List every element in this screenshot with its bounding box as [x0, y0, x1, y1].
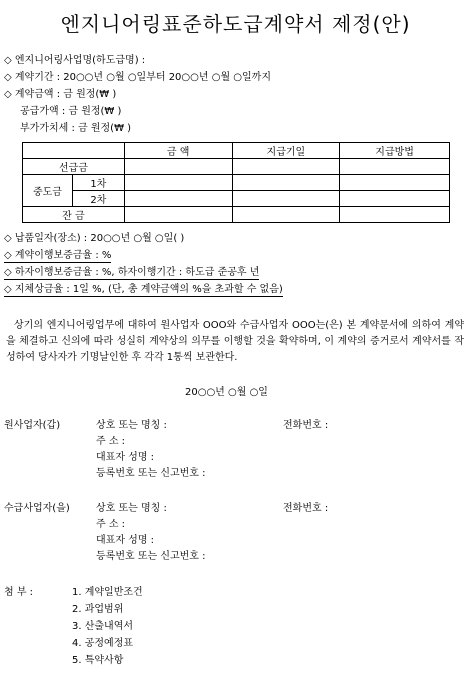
table-row [23, 175, 450, 191]
contract-amount-line: ◇ 계약금액 : 금 원정(₩ ) [4, 89, 117, 100]
attachment-item: 1. 계약일반조건 [72, 587, 143, 598]
table-cell [232, 159, 340, 175]
subcontractor-reg-label: 등록번호 또는 신고번호 : [96, 551, 206, 562]
contract-date: 20○○년 ○월 ○일 [185, 387, 268, 398]
table-cell [124, 175, 232, 191]
principal-phone-label: 전화번호 : [283, 420, 329, 431]
payment-table [22, 142, 450, 223]
table-cell [340, 191, 450, 207]
principal-address-label: 주 소 : [96, 436, 126, 447]
delivery-line: ◇ 납품일자(장소) : 20○○년 ○월 ○일( ) [4, 233, 185, 244]
subcontractor-role: 수급사업자(을) [4, 503, 70, 514]
penalty-rate-line: ◇ 지체상금율 : 1일 %, (단, 총 계약금액의 %을 초과할 수 없음) [4, 284, 283, 295]
row-label-advance: 선급금 [23, 159, 125, 175]
row-label-interim: 중도금 [23, 175, 73, 207]
document-title: 엔지니어링표준하도급계약서 제정(안) [60, 12, 411, 36]
column-header-amount: 금 액 [124, 143, 232, 159]
attachment-item: 5. 특약사항 [72, 655, 124, 666]
defect-bond-line: ◇ 하자이행보증금율 : %, 하자이행기간 : 하도급 준공후 년 [4, 267, 260, 278]
subcontractor-address-label: 주 소 : [96, 519, 126, 530]
table-cell [232, 191, 340, 207]
attachments-label: 첨 부 : [4, 587, 34, 598]
subcontractor-name-label: 상호 또는 명칭 : [96, 503, 167, 514]
row-label-first: 1차 [72, 175, 124, 191]
table-cell [124, 159, 232, 175]
row-label-balance: 잔 금 [23, 207, 125, 223]
table-row [23, 191, 450, 207]
table-row [23, 143, 450, 159]
attachment-item: 4. 공정예정표 [72, 638, 134, 649]
principal-rep-label: 대표자 성명 : [96, 452, 155, 463]
table-cell [124, 191, 232, 207]
supply-amount-line: 공급가액 : 금 원정(₩ ) [20, 106, 122, 117]
column-header-method: 지급방법 [340, 143, 450, 159]
principal-reg-label: 등록번호 또는 신고번호 : [96, 468, 206, 479]
column-header-date: 지급기일 [232, 143, 340, 159]
principal-role: 원사업자(갑) [4, 420, 61, 431]
subcontractor-phone-label: 전화번호 : [283, 503, 329, 514]
principal-name-label: 상호 또는 명칭 : [96, 420, 167, 431]
table-cell [340, 175, 450, 191]
subcontractor-rep-label: 대표자 성명 : [96, 535, 155, 546]
vat-line: 부가가치세 : 금 원정(₩ ) [20, 123, 132, 134]
table-row [23, 207, 450, 223]
performance-bond-line: ◇ 계약이행보증금율 : % [4, 250, 112, 261]
table-cell [232, 175, 340, 191]
table-cell [340, 159, 450, 175]
agreement-paragraph: 상기의 엔지니어링업무에 대하여 원사업자 OOO와 수급사업자 OOO는(은) 본 계약문서에 의하여 계약을 체결하고 신의에 따라 성실히 계약상의 의무를 이행할 것을 확약하며, 이 계약의 증거로서 계약서를 작성하여 당사자가 기명날인한 후 각각 1통씩 보관한다. [6, 320, 464, 363]
table-cell [124, 207, 232, 223]
row-label-second: 2차 [72, 191, 124, 207]
table-corner-cell [23, 143, 125, 159]
table-cell [232, 207, 340, 223]
table-cell [340, 207, 450, 223]
project-name-line: ◇ 엔지니어링사업명(하도급명) : [4, 55, 146, 66]
table-row [23, 159, 450, 175]
contract-period-line: ◇ 계약기간 : 20○○년 ○월 ○일부터 20○○년 ○월 ○일까지 [4, 72, 271, 83]
attachment-item: 3. 산출내역서 [72, 621, 134, 632]
attachment-item: 2. 과업범위 [72, 604, 124, 615]
